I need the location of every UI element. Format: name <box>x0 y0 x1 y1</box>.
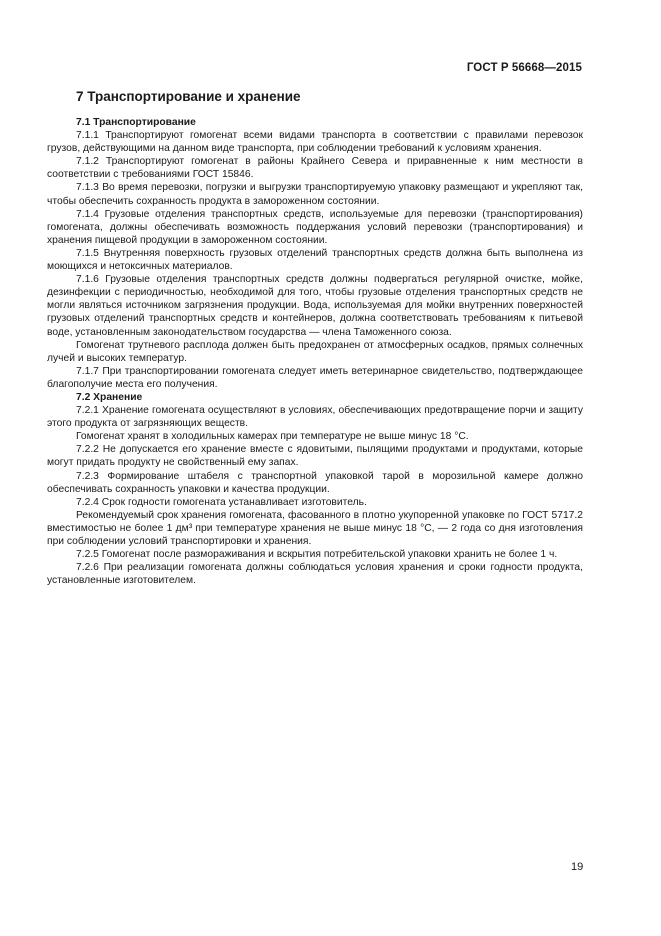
paragraph: 7.1.7 При транспортировании гомогената следует иметь ветеринарное свидетельство, подтверждающее благополучие места его получения. <box>47 365 583 390</box>
paragraph: Гомогенат трутневого расплода должен быть предохранен от атмосферных осадков, прямых солнечных лучей и высоких температур. <box>47 339 583 364</box>
subsection-heading-transport: 7.1 Транспортирование <box>76 117 196 128</box>
paragraph: 7.2.1 Хранение гомогената осуществляют в условиях, обеспечивающих предотвращение порчи и защиту этого продукта от загрязняющих веществ. <box>47 405 583 430</box>
subsection-heading-storage: 7.2 Хранение <box>76 391 143 403</box>
paragraph: 7.1.3 Во время перевозки, погрузки и выгрузки транспортируемую упаковку размещают и укрепляют так, чтобы обеспечить сохранность продукта в замороженном состоянии. <box>47 182 583 207</box>
paragraph: 7.2.6 При реализации гомогената должны соблюдаться условия хранения и сроки годности продукта, установленные изготовителем. <box>47 562 583 587</box>
paragraph: 7.2.4 Срок годности гомогената устанавливает изготовитель. <box>76 496 367 508</box>
paragraph: Рекомендуемый срок хранения гомогената, фасованного в плотно укупоренной упаковке по ГОСТ 5717.2 вместимостью не более 1 дм³ при температуре хранения не выше минус 18 °С, — 2 года со дня изготовления при соблюдении условий транспортировки и хранения. <box>47 509 583 547</box>
standard-code: ГОСТ Р 56668—2015 <box>466 62 582 74</box>
paragraph: 7.2.3 Формирование штабеля с транспортной упаковкой тарой в морозильной камере должно обеспечивать сохранность упаковки и качества продукции. <box>47 470 583 495</box>
section-title: 7 Транспортирование и хранение <box>76 89 301 104</box>
paragraph: 7.1.2 Транспортируют гомогенат в районы Крайнего Севера и приравненные к ним местности в соответствии с требованиями ГОСТ 15846. <box>47 156 583 181</box>
paragraph: 7.1.1 Транспортируют гомогенат всеми видами транспорта в соответствии с правилами перевозок грузов, действующими на данном виде транспорта, при соблюдении требований к условиям хранения. <box>47 130 583 155</box>
document-body <box>47 116 583 587</box>
paragraph: 7.2.5 Гомогенат после размораживания и вскрытия потребительской упаковки хранить не более 1 ч. <box>76 549 558 561</box>
paragraph: 7.1.5 Внутренняя поверхность грузовых отделений транспортных средств должна быть выполнена из моющихся и нетоксичных материалов. <box>47 247 583 273</box>
paragraph: 7.1.6 Грузовые отделения транспортных средств должны подвергаться регулярной очистке, мойке, дезинфекции с периодичностью, необходимой для того, чтобы грузовые отделения транспортных средств не могли являться источником загрязнения продукции. Вода, используемая для мойки внутренних поверхностей грузовых отделений транспортных средств и контейнеров, должна соответствовать требованиям к питьевой воде, установленным законодательством государства — члена Таможенного союза. <box>47 274 583 338</box>
paragraph: Гомогенат хранят в холодильных камерах при температуре не выше минус 18 °С. <box>76 431 469 443</box>
paragraph: 7.1.4 Грузовые отделения транспортных средств, используемые для перевозки (транспортирования) гомогената, должны обеспечивать возможность поддержания условий перевозки (транспортирования) и хранения пищевой продукции в замороженном состоянии. <box>47 208 583 246</box>
paragraph: 7.2.2 Не допускается его хранение вместе с ядовитыми, пылящими продуктами и продуктами, которые могут придать продукту не свойственный ему запах. <box>47 444 583 469</box>
page-number: 19 <box>571 861 584 873</box>
